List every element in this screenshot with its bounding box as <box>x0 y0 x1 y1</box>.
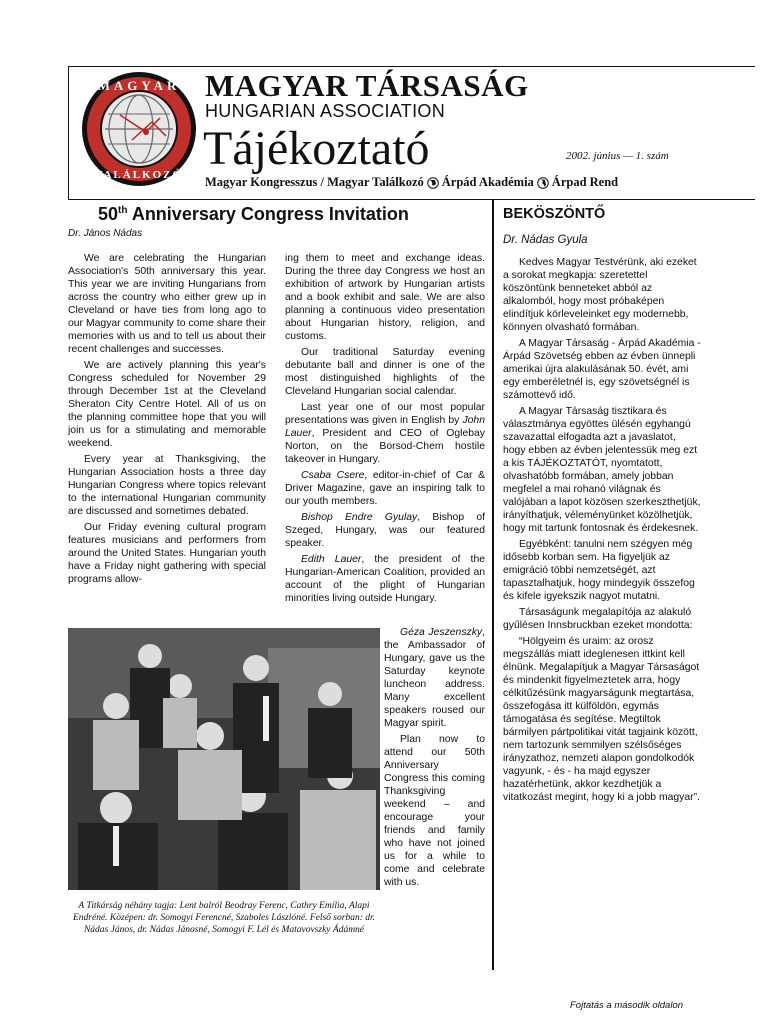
sidebar-title: BEKÖSZÖNTŐ <box>503 206 606 222</box>
group-photo <box>68 628 380 890</box>
newsletter-name: Tájékoztató <box>203 122 430 175</box>
article-paragraph: Csaba Csere, editor-in-chief of Car & Driver Magazine, gave an inspiring talk to our youth members. <box>285 470 485 507</box>
article-paragraph: Plan now to attend our 50th Anniversary Congress this coming Thanksgiving weekend – and encourage your friends and family who have not joined us for a while to come and celebrate with us. <box>384 734 485 888</box>
article-paragraph: Last year one of our most popular presentations was given in English by John Lauer, President and CEO of Oglebay Norton, on the Borsod-Chem hostile takeover in Hungary. <box>285 402 485 465</box>
photo-caption: A Titkárság néhány tagja: Lent balról Beodray Ferenc, Cathry Emília, Alapi Endréné. Középen: dr. Somogyi Ferencné, Szaboles Lászlóné. Felső sorban: dr. Nádas János, dr. Nádas Jánosné, Somogyi F. Lél és Matavovszky Ádámné <box>72 901 376 935</box>
organizations-line <box>205 175 618 190</box>
issue-number: 2002. június — 1. szám <box>566 150 669 162</box>
sidebar-column <box>503 256 701 807</box>
continued-note: Fojtatás a második oldalon <box>570 1000 684 1011</box>
org-congress: Magyar Kongresszus / Magyar Találkozó <box>205 175 424 189</box>
article-paragraph: Géza Jeszenszky, the Ambassador of Hungary, gave us the Saturday keynote luncheon address. Many excellent speakers roused our Magyar spirit. <box>384 627 485 729</box>
article-paragraph: ing them to meet and exchange ideas. During the three day Congress we host an exhibition of artwork by Hungarian artists and a book exhibit and sale. We are also planning a continuous video presentation about Hungarian history, religion, and customs. <box>285 253 485 342</box>
logo-seal-icon <box>80 70 198 188</box>
article-paragraph: Bishop Endre Gyulay, Bishop of Szeged, Hungary, was our featured speaker. <box>285 512 485 549</box>
article-title: 50th Anniversary Congress Invitation <box>98 204 409 224</box>
article-column-1 <box>68 252 266 589</box>
org-order: Árpad Rend <box>551 175 619 189</box>
sidebar-paragraph: A Magyar Társaság - Árpád Akadémia - Árpád Szövetség ebben az évben ünnepli amerikai újra alakulásának 50. évét, ami egy emberéletnél is, egy szövetségnél is számottevő idő. <box>503 338 701 401</box>
org-academy: Árpád Akadémia <box>441 175 534 189</box>
article-paragraph: We are celebrating the Hungarian Association's 50th anniversary this year. This year we are inviting Hungarians from across the country who either grew up in Cleveland or have ties from long ago to our Magyar community to come share their memories with us and to tell us about their recent challenges and successes. <box>68 253 266 355</box>
sidebar-paragraph: Kedves Magyar Testvérünk, aki ezeket a sorokat megkapja: szeretettel köszöntünk benneteket abból az alkalomból, hogy most próbaképen elindítjuk körleveleinket egy modernebb, könnyen olvasható formában. <box>503 257 697 333</box>
article-paragraph: Every year at Thanksgiving, the Hungarian Association hosts a three day Hungarian Congress where topics relevant to the international Hungarian community are discussed and sometimes debated. <box>68 454 266 517</box>
globe-icon <box>537 177 549 189</box>
article-byline: Dr. János Nádas <box>68 228 143 239</box>
sidebar-paragraph: Társaságunk megalapítója az alakuló gyűlésen Innsbruckban ezeket mondotta: <box>503 607 693 631</box>
association-subtitle: HUNGARIAN ASSOCIATION <box>205 101 446 121</box>
article-paragraph: We are actively planning this year's Congress scheduled for November 29 through December 1st at the Cleveland Sheraton City Centre Hotel. All of us on the planning committee hope that you will join us for a stimulating and memorable weekend. <box>68 360 266 449</box>
sidebar-paragraph: “Hölgyeim és uraim: az orosz megszállás miatt ideglenesen ittkint kell élnünk. Megalapítjuk a Magyar Társaságot és mindenkit figyelmeztetek arra, hogy célkitűzésünk magyarságunk megtartása, összefogása itt külföldön, egymás támogatása és segítése. Megtiltok bármilyen pártpolitikai vitát tagjaink között, nem tartozunk semmilyen szélsőséges irányzathoz, nemzeti alapon gondolkodók vagyunk, - és - ha majd egyszer hazatérhetünk, akkor kezdhetjük a vitatkozást megint, hogy ki a jobb magyar”. <box>503 636 700 803</box>
svg-text:MAGYAR: MAGYAR <box>97 78 181 93</box>
article-paragraph: Our traditional Saturday evening debutante ball and dinner is one of the most distinguished highlights of the Cleveland Hungarian social calendar. <box>285 347 485 397</box>
sidebar-paragraph: Egyébként: tanulni nem szégyen még idősebb korban sem. Ha figyeljük az emigráció többi nemzetségét, azt tapasztalhatjuk, hogy mindegyik összefog és kifele igyekszik nagyot mutatni. <box>503 539 695 602</box>
article-column-2-continued <box>384 626 485 892</box>
globe-icon <box>427 177 439 189</box>
article-paragraph: Edith Lauer, the president of the Hungarian-American Coalition, provided an account of the plight of Hungarian minorities living outside Hungary. <box>285 554 485 604</box>
sidebar-paragraph: A Magyar Társaság tisztikara és választmánya egyöttes ülésén egyhangú szavazattal elfogadta azt a javaslatot, hogy ebben az évben jelentessük meg ezt a kis TÁJÉKOZTATÓT, nyomtatott, olvashatóbb formában, amely jobban megfelel a mai rohanó világnak és valójában a lapot közösen szerkeszthetjük, irányíthatjuk, véleményünket közölhetjük, hogy mit tartunk fontosnak és érdekesnek. <box>503 406 701 534</box>
sidebar-byline: Dr. Nádas Gyula <box>503 234 588 246</box>
article-column-2 <box>285 252 485 608</box>
column-divider <box>492 200 494 970</box>
association-title: MAGYAR TÁRSASÁG <box>205 68 529 103</box>
svg-text:TALÁLKOZÓ: TALÁLKOZÓ <box>94 169 184 181</box>
article-paragraph: Our Friday evening cultural program features musicians and performers from around the United States. Hungarian youth have a Friday night gathering with special programs allow- <box>68 522 266 585</box>
